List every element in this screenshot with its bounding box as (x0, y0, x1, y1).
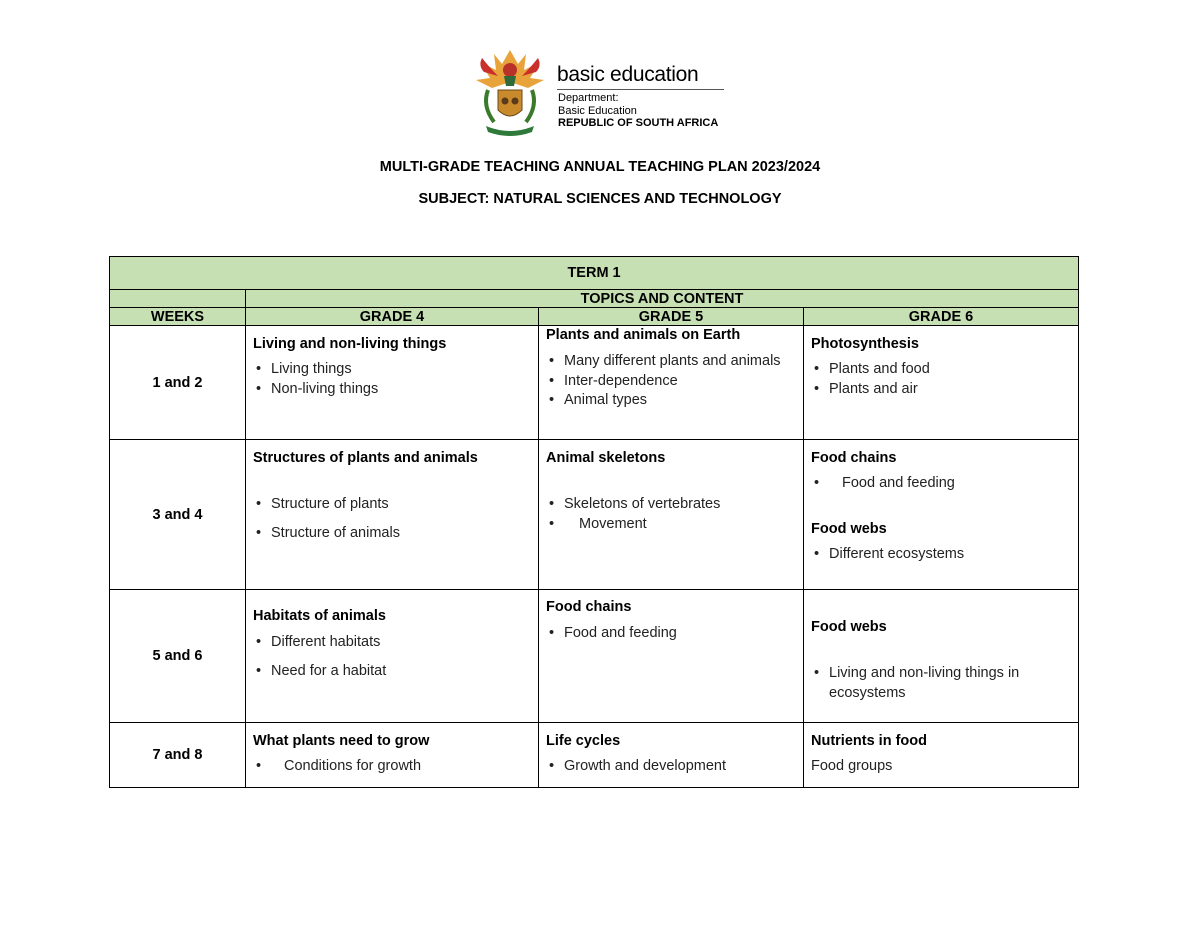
grade-4-cell (246, 590, 539, 723)
grade-5-cell (539, 326, 804, 440)
content-list (811, 474, 1071, 494)
topic-title: Life cycles (546, 733, 621, 749)
weeks-cell: 7 and 8 (110, 723, 246, 788)
list-item: • Structure of animals (253, 524, 531, 544)
document-title: MULTI-GRADE TEACHING ANNUAL TEACHING PLAN 2023/2024 (379, 159, 821, 175)
list-item: • Conditions for growth (253, 757, 531, 777)
list-item: • Plants and food (811, 360, 1071, 380)
list-item: • Inter-dependence (546, 372, 796, 392)
list-item: • Need for a habitat (253, 662, 531, 682)
content-list (811, 545, 1071, 565)
table-row (110, 723, 1079, 788)
list-item: • Growth and development (546, 757, 796, 777)
topic-title: Plants and animals on Earth (546, 327, 741, 343)
content-list (253, 360, 531, 399)
content-list (546, 757, 796, 777)
table-row (110, 440, 1079, 590)
list-item: • Food and feeding (546, 624, 796, 644)
content-list (546, 352, 796, 411)
department-logo (474, 46, 734, 142)
content-list (546, 624, 796, 644)
grade-6-column-header: GRADE 6 (804, 308, 1079, 326)
list-item: • Plants and air (811, 380, 1071, 400)
document-subject: SUBJECT: NATURAL SCIENCES AND TECHNOLOGY (418, 191, 782, 207)
grade-4-cell (246, 723, 539, 788)
list-item: • Living and non-living things in ecosystems (811, 664, 1071, 703)
weeks-cell: 5 and 6 (110, 590, 246, 723)
blank-header-cell (110, 290, 246, 308)
topic-title: Living and non-living things (253, 336, 447, 352)
dept-line-3: REPUBLIC OF SOUTH AFRICA (558, 117, 719, 129)
brand-divider (557, 89, 724, 90)
topics-header: TOPICS AND CONTENT (246, 290, 1079, 308)
dept-line-2: Basic Education (558, 104, 637, 117)
content-list (253, 757, 531, 777)
content-list (811, 360, 1071, 399)
list-item: • Skeletons of vertebrates (546, 495, 796, 515)
list-item: • Different ecosystems (811, 545, 1071, 565)
table-row (110, 590, 1079, 723)
grade-5-cell (539, 440, 804, 590)
list-item: • Many different plants and animals (546, 352, 796, 372)
topic-title: Photosynthesis (811, 336, 919, 352)
teaching-plan-table (109, 256, 1079, 788)
grade-4-cell (246, 440, 539, 590)
grade-6-cell (804, 590, 1079, 723)
grade-5-cell (539, 590, 804, 723)
content-list (253, 495, 531, 543)
list-item: • Food and feeding (811, 474, 1071, 494)
table-row (110, 326, 1079, 440)
list-item: • Living things (253, 360, 531, 380)
list-item: • Animal types (546, 391, 796, 411)
coat-of-arms-icon (474, 46, 546, 138)
topic-title: Structures of plants and animals (253, 450, 478, 466)
topic-title: Food webs (811, 619, 887, 635)
department-name (558, 92, 718, 130)
grade-6-cell (804, 440, 1079, 590)
list-item: • Structure of plants (253, 495, 531, 515)
content-list (546, 495, 796, 534)
grade-4-cell (246, 326, 539, 440)
grade-5-column-header: GRADE 5 (539, 308, 804, 326)
content-text: Food groups (811, 758, 893, 774)
grade-6-cell (804, 723, 1079, 788)
grade-5-cell (539, 723, 804, 788)
weeks-cell: 1 and 2 (110, 326, 246, 440)
topic-title: Food chains (811, 450, 897, 466)
brand-name: basic education (557, 63, 699, 86)
weeks-column-header: WEEKS (110, 308, 246, 326)
topic-title: Nutrients in food (811, 733, 927, 749)
weeks-cell: 3 and 4 (110, 440, 246, 590)
content-list (253, 633, 531, 681)
term-header: TERM 1 (110, 257, 1079, 290)
topic-title: Habitats of animals (253, 608, 386, 624)
topic-title: Food chains (546, 599, 632, 615)
grade-6-cell (804, 326, 1079, 440)
list-item: • Different habitats (253, 633, 531, 653)
content-list (811, 664, 1071, 703)
grade-4-column-header: GRADE 4 (246, 308, 539, 326)
topic-title: Food webs (811, 520, 887, 537)
dept-line-1: Department: (558, 92, 619, 104)
list-item: • Movement (546, 515, 796, 535)
list-item: • Non-living things (253, 380, 531, 400)
topic-title: What plants need to grow (253, 733, 430, 749)
topic-title: Animal skeletons (546, 450, 666, 466)
